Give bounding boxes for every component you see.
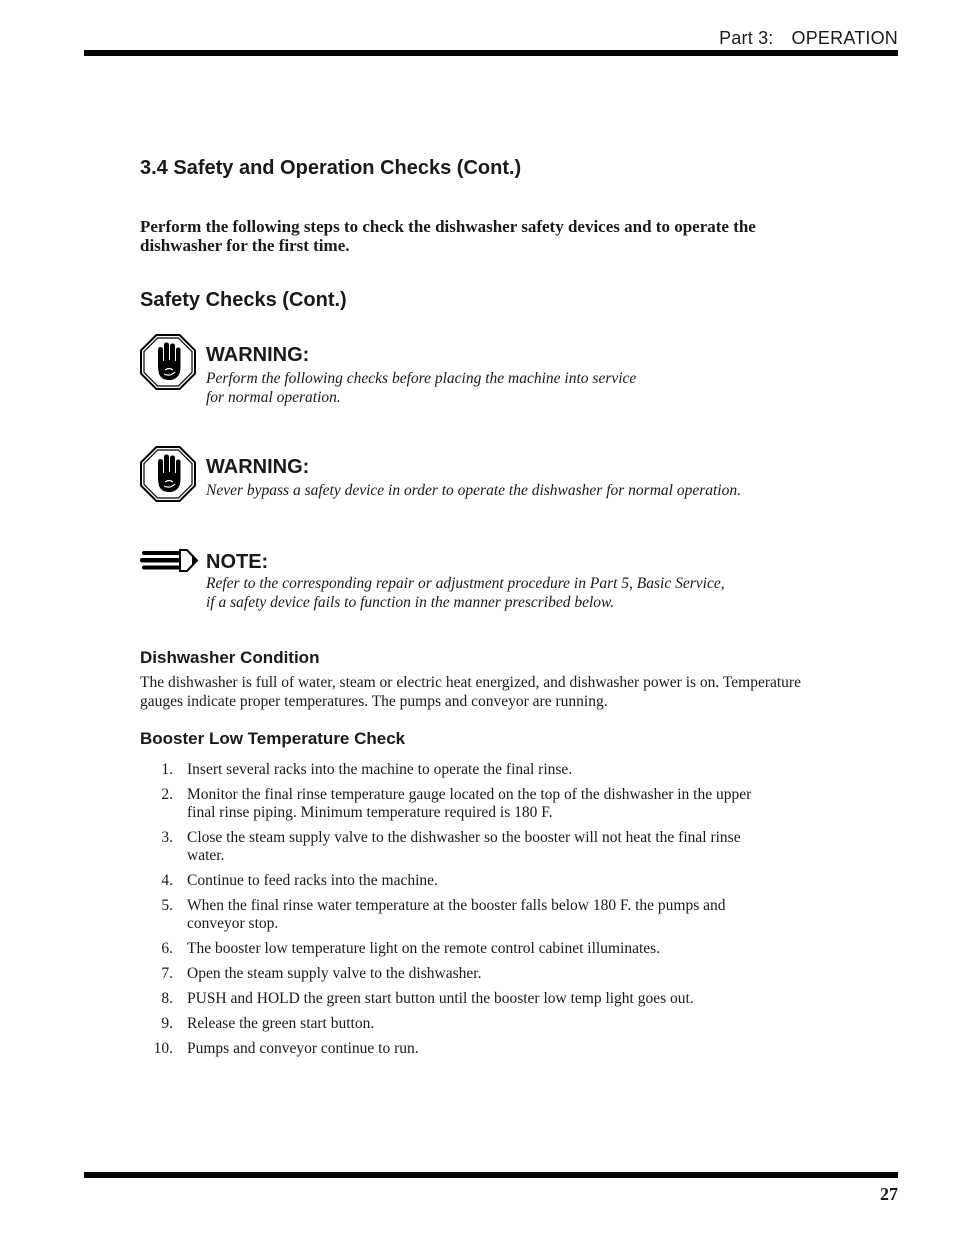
step-text: Continue to feed racks into the machine.: [187, 872, 438, 889]
step-number: 3.: [161, 829, 173, 846]
step-text: The booster low temperature light on the remote control cabinet illuminates.: [187, 940, 661, 957]
note-pencil-icon: [140, 548, 198, 579]
list-item: [140, 897, 760, 933]
step-number: 10.: [153, 1040, 173, 1057]
list-item: [140, 872, 760, 890]
warning-title: WARNING:: [206, 344, 310, 366]
step-number: 8.: [161, 990, 173, 1007]
step-number: 1.: [161, 761, 173, 778]
header-section: OPERATION: [791, 28, 898, 48]
stop-hand-icon: [140, 446, 196, 507]
intro-text: Perform the following steps to check the dishwasher safety devices and to operate the dishwasher for the first time.: [140, 217, 756, 255]
step-text: Insert several racks into the machine to operate the final rinse.: [187, 761, 573, 778]
list-item: [140, 829, 760, 865]
step-text: Release the green start button.: [187, 1015, 375, 1032]
step-number: 4.: [161, 872, 173, 889]
step-number: 7.: [161, 965, 173, 982]
header-part: Part 3:: [719, 28, 774, 48]
list-item: [140, 940, 760, 958]
list-item: [140, 1015, 760, 1033]
list-item: [140, 786, 760, 822]
step-number: 2.: [161, 786, 173, 803]
running-header: [719, 28, 898, 49]
booster-steps: [140, 761, 760, 1065]
warning-title: WARNING:: [206, 456, 310, 478]
note-title: NOTE:: [206, 551, 269, 573]
step-text: Pumps and conveyor continue to run.: [187, 1040, 419, 1057]
step-text: When the final rinse water temperature at the booster falls below 180 F. the pumps and conveyor stop.: [187, 897, 726, 932]
header-rule: [84, 50, 898, 56]
list-item: [140, 965, 760, 983]
step-number: 9.: [161, 1015, 173, 1032]
stop-hand-icon: [140, 334, 196, 395]
step-text: Close the steam supply valve to the dishwasher so the booster will not heat the final rinse water.: [187, 829, 741, 864]
note-text: Refer to the corresponding repair or adjustment procedure in Part 5, Basic Service, if a safety device fails to function in the manner prescribed below.: [206, 575, 725, 611]
condition-text: The dishwasher is full of water, steam or electric heat energized, and dishwasher power is on. Temperature gauges indicate proper temperatures. The pumps and conveyor are running.: [140, 674, 801, 710]
list-item: [140, 761, 760, 779]
warning-text: Never bypass a safety device in order to operate the dishwasher for normal operation.: [206, 482, 741, 499]
step-number: 6.: [161, 940, 173, 957]
section-title: 3.4 Safety and Operation Checks (Cont.): [140, 157, 522, 179]
step-number: 5.: [161, 897, 173, 914]
list-item: [140, 1040, 760, 1058]
subsection-title: Safety Checks (Cont.): [140, 289, 347, 311]
step-text: Open the steam supply valve to the dishwasher.: [187, 965, 482, 982]
page-number: 27: [880, 1184, 898, 1204]
warning-text: Perform the following checks before placing the machine into service for normal operation.: [206, 370, 637, 406]
list-item: [140, 990, 760, 1008]
step-text: PUSH and HOLD the green start button until the booster low temp light goes out.: [187, 990, 694, 1007]
condition-heading: Dishwasher Condition: [140, 648, 320, 667]
booster-heading: Booster Low Temperature Check: [140, 729, 406, 748]
step-text: Monitor the final rinse temperature gauge located on the top of the dishwasher in the upper final rinse piping. Minimum temperature required is 180 F.: [187, 786, 752, 821]
footer-rule: [84, 1172, 898, 1178]
